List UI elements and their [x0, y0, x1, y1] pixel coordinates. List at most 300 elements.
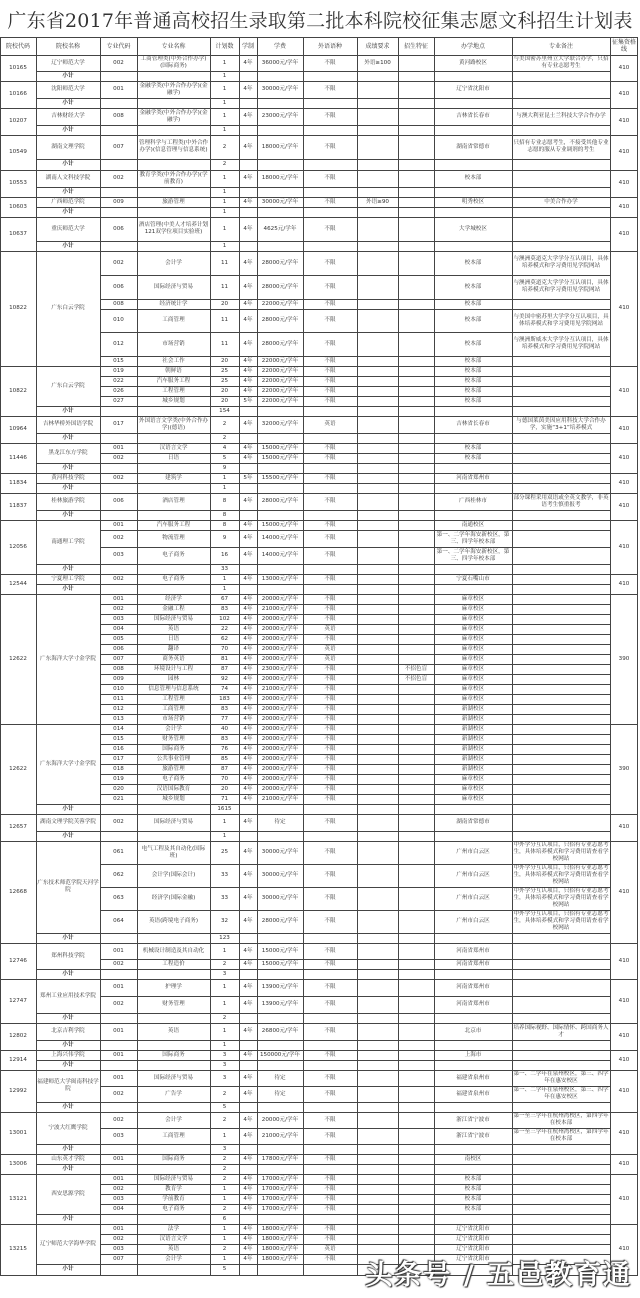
grid-line	[434, 366, 435, 416]
major-name: 工程管理	[162, 695, 185, 702]
score-req	[357, 614, 398, 624]
location: 第一、二学年海安新校区，第三、四学年校本部	[436, 548, 510, 562]
grid-line	[137, 473, 138, 493]
school-name: 广东白云学院	[51, 305, 85, 311]
grid-line	[357, 1070, 358, 1112]
grid-line	[36, 125, 610, 126]
major-code: 026	[113, 387, 124, 394]
cutoff-line: 410	[618, 454, 630, 461]
tuition: 18000元/学年	[261, 1245, 299, 1252]
feature	[398, 1224, 434, 1234]
grid-line	[398, 1154, 399, 1174]
major-note	[512, 1154, 610, 1164]
plan-count: 20	[220, 300, 229, 307]
language: 不限	[324, 775, 336, 782]
grid-line	[357, 1023, 358, 1050]
major-code: 002	[113, 1001, 124, 1007]
grid-line	[303, 135, 304, 170]
grid-line	[434, 943, 435, 979]
major-code: 015	[113, 357, 124, 364]
school-code: 10822	[9, 305, 27, 311]
tuition: 150000元/学年	[259, 1051, 301, 1058]
location: 麻章校区	[461, 655, 485, 662]
major-note	[512, 520, 610, 530]
tuition: 20000元/学年	[261, 745, 299, 752]
grid-line	[512, 943, 513, 979]
subtotal-label: 小计	[62, 805, 74, 812]
major-code: 014	[113, 725, 124, 732]
feature	[398, 614, 434, 624]
score-req	[357, 473, 398, 483]
location: 河南省郑州市	[456, 947, 490, 954]
major-code: 001	[113, 595, 124, 602]
subtotal-label: 小计	[62, 434, 74, 441]
major-note	[512, 674, 610, 684]
grid-line	[36, 1214, 610, 1215]
language: 不限	[324, 397, 336, 404]
grid-line	[434, 724, 435, 814]
score-req	[357, 684, 398, 694]
major-code: 062	[113, 872, 124, 878]
major-note: 中外学分互认项目，只招有专业志愿考生，具体培养模式和学习费用请查看学校网站	[513, 911, 609, 931]
plan-count: 1	[222, 1235, 227, 1242]
grid-line	[434, 135, 435, 170]
location: 浙江省宁波市	[456, 1116, 490, 1123]
cutoff-line: 410	[618, 997, 630, 1004]
cutoff-line: 410	[618, 118, 630, 124]
plan-count: 2	[222, 1090, 227, 1097]
grid-line	[303, 55, 304, 81]
grid-line	[257, 217, 258, 251]
language: 不限	[324, 367, 336, 374]
cutoff-line: 390	[618, 655, 630, 662]
grid-line	[434, 520, 435, 574]
major-name: 汽车服务工程	[156, 521, 191, 528]
score-req	[357, 694, 398, 704]
grid-line	[512, 416, 513, 443]
score-req	[357, 1128, 398, 1144]
grid-line	[100, 814, 101, 841]
admission-plan-table	[0, 37, 638, 1298]
grid-line	[210, 1050, 211, 1070]
major-note	[512, 614, 610, 624]
grid-line	[512, 81, 513, 108]
tuition: 23000元/学年	[261, 665, 299, 672]
grid-line	[637, 135, 638, 170]
grid-line	[303, 108, 304, 135]
major-code: 002	[113, 1090, 124, 1097]
tuition: 20000元/学年	[261, 755, 299, 762]
plan-count: 1	[222, 1185, 227, 1192]
grid-line	[210, 197, 211, 217]
plan-count: 1	[222, 113, 227, 119]
school-code: 12657	[9, 824, 27, 830]
duration: 4年	[243, 283, 253, 290]
score-req	[357, 1086, 398, 1102]
tuition: 20000元/学年	[261, 675, 299, 682]
feature	[398, 473, 434, 483]
language: 不限	[324, 1205, 336, 1212]
tuition: 15000元/学年	[261, 947, 299, 954]
grid-line	[637, 108, 638, 135]
duration: 4年	[243, 1155, 253, 1162]
grid-line	[36, 433, 610, 434]
major-note	[512, 1050, 610, 1060]
grid-line	[0, 37, 1, 55]
location: 麻章校区	[461, 645, 485, 652]
grid-line	[210, 443, 211, 473]
plan-count: 9	[222, 535, 227, 541]
tuition: 32000元/学年	[261, 421, 299, 427]
feature	[398, 684, 434, 694]
grid-line	[36, 443, 37, 473]
location: 麻章校区	[461, 665, 485, 672]
grid-line	[357, 724, 358, 814]
language: 不限	[324, 685, 336, 692]
major-code: 002	[113, 1235, 124, 1242]
grid-line	[357, 81, 358, 108]
school-name: 山东英才学院	[51, 1155, 85, 1162]
school-code: 11446	[9, 454, 27, 461]
grid-line	[36, 207, 610, 208]
tuition: 30000元/学年	[261, 895, 299, 901]
duration: 4年	[243, 575, 253, 582]
grid-line	[100, 1174, 101, 1224]
language: 不限	[324, 695, 336, 702]
grid-line	[239, 251, 240, 366]
score-req	[357, 386, 398, 396]
score-req	[357, 594, 398, 604]
grid-line	[610, 251, 611, 366]
major-code: 008	[113, 113, 124, 119]
grid-line	[0, 979, 1, 1023]
grid-line	[637, 197, 638, 217]
tuition: 13000元/学年	[261, 575, 299, 582]
subtotal-value: 1	[222, 242, 227, 249]
duration: 4年	[243, 685, 253, 692]
subtotal-label: 小计	[62, 970, 74, 977]
header-score-req: 成绩要求	[365, 42, 390, 50]
grid-line	[610, 814, 611, 841]
grid-line	[357, 979, 358, 1023]
grid-line	[610, 197, 611, 217]
plan-count: 3	[222, 1074, 227, 1081]
tuition: 15000元/学年	[261, 444, 299, 451]
major-note: 中外学分互认项目，只招有专业志愿考生，具体培养模式和学习费用请查看学校网站	[513, 865, 609, 885]
grid-line	[434, 108, 435, 135]
tuition: 14000元/学年	[261, 535, 299, 541]
major-note	[512, 704, 610, 714]
grid-line	[239, 217, 240, 251]
grid-line	[398, 197, 399, 217]
grid-line	[257, 594, 258, 724]
grid-line	[434, 1050, 435, 1070]
language: 英语	[324, 1245, 336, 1252]
grid-line	[137, 443, 138, 473]
score-req	[357, 170, 398, 187]
tuition: 28000元/学年	[261, 918, 299, 924]
plan-count: 1	[222, 1225, 227, 1232]
duration: 4年	[243, 705, 253, 712]
major-name: 市场营销	[162, 340, 185, 347]
plan-count: 81	[220, 655, 229, 662]
language: 英语	[324, 655, 336, 662]
major-note	[512, 443, 610, 453]
plan-count: 92	[220, 675, 229, 682]
duration: 4年	[243, 745, 253, 752]
grid-line	[434, 1174, 435, 1224]
duration: 4年	[243, 300, 253, 307]
major-name: 国际经济与贸易	[153, 615, 194, 622]
grid-line	[357, 841, 358, 943]
grid-line	[137, 724, 138, 814]
tuition: 28000元/学年	[261, 259, 299, 266]
feature	[398, 794, 434, 804]
duration: 4年	[243, 1001, 253, 1007]
grid-line	[257, 55, 258, 81]
major-code: 064	[113, 918, 124, 924]
language: 不限	[324, 918, 336, 924]
location: 麻章校区	[461, 695, 485, 702]
grid-line	[357, 366, 358, 416]
grid-line	[239, 473, 240, 493]
feature	[398, 814, 434, 831]
subtotal-label: 小计	[62, 1061, 74, 1068]
duration: 4年	[243, 755, 253, 762]
feature	[398, 694, 434, 704]
grid-line	[512, 1154, 513, 1174]
grid-line	[303, 443, 304, 473]
grid-line	[100, 217, 101, 251]
grid-line	[637, 1023, 638, 1050]
grid-line	[239, 574, 240, 594]
grid-line	[434, 416, 435, 443]
major-code: 006	[113, 645, 124, 652]
grid-line	[398, 724, 399, 814]
language: 不限	[324, 59, 336, 66]
subtotal-label: 小计	[62, 407, 74, 414]
location: 新湖校区	[461, 735, 485, 742]
grid-line	[36, 841, 37, 943]
score-req	[357, 841, 398, 864]
subtotal-value: 2	[222, 434, 227, 441]
grid-line	[610, 81, 611, 108]
score-req	[357, 443, 398, 453]
grid-line	[637, 443, 638, 473]
grid-line	[257, 81, 258, 108]
feature	[398, 1112, 434, 1128]
tuition: 15000元/学年	[261, 521, 299, 528]
school-code: 10166	[9, 91, 27, 97]
plan-count: 67	[220, 595, 229, 602]
major-name: 英语(跨境电子商务)	[148, 918, 199, 924]
subtotal-label: 小计	[62, 72, 74, 79]
duration: 5年	[243, 474, 253, 481]
plan-count: 3	[222, 1051, 227, 1058]
grid-line	[637, 251, 638, 366]
grid-line	[100, 943, 101, 979]
major-name: 建筑学	[165, 474, 182, 481]
grid-line	[303, 416, 304, 443]
grid-line	[210, 416, 211, 443]
language: 不限	[324, 595, 336, 602]
grid-line	[303, 594, 304, 724]
grid-line	[637, 1154, 638, 1174]
score-req	[357, 81, 398, 98]
feature	[398, 366, 434, 376]
feature	[398, 493, 434, 510]
score-req	[357, 108, 398, 125]
grid-line	[239, 594, 240, 724]
feature	[398, 774, 434, 784]
tuition: 36000元/学年	[261, 59, 299, 66]
grid-line	[512, 55, 513, 81]
school-name: 桂林旅游学院	[51, 498, 85, 504]
major-code: 009	[113, 675, 124, 682]
major-name: 经济学(国际金融)	[151, 895, 196, 901]
feature	[398, 530, 434, 547]
grid-line	[36, 1102, 610, 1103]
grid-line	[0, 170, 1, 197]
grid-line	[434, 1154, 435, 1174]
subtotal-label: 小计	[62, 1215, 74, 1222]
subtotal-value: 1	[222, 188, 227, 195]
grid-line	[257, 574, 258, 594]
grid-line	[257, 814, 258, 841]
grid-line	[36, 217, 37, 251]
score-req	[357, 493, 398, 510]
grid-line	[239, 1023, 240, 1050]
subtotal-value: 123	[219, 934, 230, 941]
location: 麻章校区	[461, 635, 485, 642]
grid-line	[303, 574, 304, 594]
location: 北京市	[464, 1028, 482, 1034]
duration: 4年	[243, 605, 253, 612]
plan-count: 70	[220, 775, 229, 782]
feature	[398, 714, 434, 724]
major-note	[512, 794, 610, 804]
grid-line	[36, 473, 37, 493]
major-code: 002	[113, 454, 124, 461]
major-name: 国际经济与贸易	[153, 283, 194, 290]
score-req	[357, 979, 398, 996]
grid-line	[512, 37, 513, 55]
major-note	[512, 684, 610, 694]
grid-line	[303, 1112, 304, 1154]
grid-line	[512, 251, 513, 366]
cutoff-line: 410	[618, 64, 630, 71]
school-name: 郑州工业应用技术学院	[40, 992, 96, 999]
location: 新湖校区	[461, 745, 485, 752]
major-note	[512, 386, 610, 396]
duration: 4年	[243, 444, 253, 451]
location: 吉林省长春市	[456, 421, 490, 427]
grid-line	[512, 170, 513, 197]
duration: 4年	[243, 775, 253, 782]
subtotal-label: 小计	[62, 585, 74, 592]
grid-line	[398, 366, 399, 416]
plan-count: 32	[220, 918, 229, 924]
grid-line	[398, 1070, 399, 1112]
school-name: 重庆师范大学	[51, 225, 85, 232]
feature	[398, 996, 434, 1013]
grid-line	[210, 217, 211, 251]
language: 不限	[324, 283, 336, 290]
major-code: 010	[113, 317, 124, 323]
tuition: 15000元/学年	[261, 454, 299, 461]
language: 不限	[324, 615, 336, 622]
language: 不限	[324, 377, 336, 384]
grid-line	[210, 814, 211, 841]
major-code: 007	[113, 143, 124, 150]
grid-line	[637, 594, 638, 724]
major-name: 旅游管理	[162, 765, 185, 772]
major-name: 法学	[167, 1225, 180, 1232]
major-code: 001	[113, 521, 124, 528]
grid-line	[512, 217, 513, 251]
location: 新湖校区	[461, 765, 485, 772]
tuition: 28000元/学年	[261, 317, 299, 323]
major-code: 002	[113, 59, 124, 66]
major-name: 工商管理类(中外合作办学)(国际商务)	[140, 56, 207, 69]
grid-line	[398, 170, 399, 197]
school-code: 13215	[9, 1246, 27, 1252]
score-req	[357, 734, 398, 744]
score-req	[357, 674, 398, 684]
grid-line	[434, 217, 435, 251]
major-name: 电子商务	[162, 575, 185, 582]
grid-line	[257, 366, 258, 416]
cutoff-line: 410	[618, 230, 630, 237]
grid-line	[36, 170, 37, 197]
grid-line	[36, 1060, 610, 1061]
grid-line	[0, 493, 1, 520]
grid-line	[512, 197, 513, 217]
grid-line	[398, 217, 399, 251]
duration: 4年	[243, 1116, 253, 1123]
score-req	[357, 309, 398, 332]
grid-line	[512, 493, 513, 520]
grid-line	[257, 108, 258, 135]
feature	[398, 624, 434, 634]
major-note: 第一、二学年在泉州校区，第三、四学年在惠安校区	[513, 1071, 609, 1084]
school-code: 12668	[9, 888, 27, 895]
subtotal-label: 小计	[62, 484, 74, 491]
major-name: 市场营销	[162, 715, 185, 722]
score-req	[357, 547, 398, 564]
grid-line	[239, 979, 240, 1023]
duration: 4年	[243, 340, 253, 347]
plan-count: 183	[219, 695, 230, 702]
location: 麻章校区	[461, 625, 485, 632]
grid-line	[36, 933, 610, 934]
plan-count: 1	[222, 575, 227, 582]
score-req: 外语≥90	[366, 198, 389, 205]
major-note	[512, 664, 610, 674]
grid-line	[36, 71, 610, 72]
score-req	[357, 1224, 398, 1234]
tuition: 30000元/学年	[261, 872, 299, 878]
header-school-code: 院校代码	[5, 42, 30, 50]
tuition: 20000元/学年	[261, 705, 299, 712]
tuition: 17000元/学年	[261, 1195, 299, 1202]
tuition: 30000元/学年	[261, 849, 299, 855]
language: 不限	[324, 1132, 336, 1139]
grid-line	[398, 841, 399, 943]
major-note	[512, 366, 610, 376]
tuition: 18000元/学年	[261, 143, 299, 150]
school-name: 辽宁师范大学海华学院	[40, 1240, 96, 1247]
